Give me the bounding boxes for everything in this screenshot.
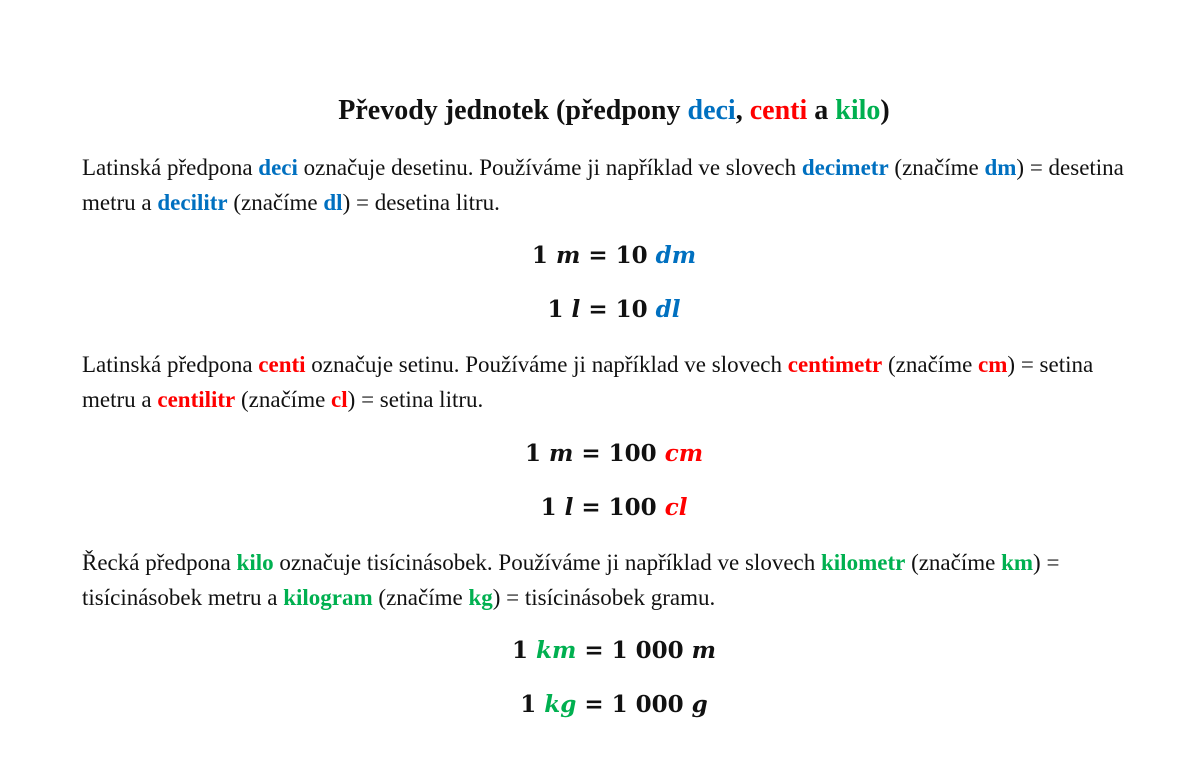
title-centi: centi [749,95,808,126]
eq-rhs-unit: g [691,691,708,718]
text: ) = desetina litru. [342,190,500,215]
keyword-kilometr: kilometr [821,550,906,575]
text: Řecká předpona [82,550,237,575]
title-prefix: Převody jednotek (předpony [338,95,688,126]
eq-sign: = [588,296,608,323]
eq-sign: = [584,637,604,664]
text: (značíme [227,190,324,215]
keyword-dl: dl [323,190,343,215]
eq-rhs-number: 1 000 [611,637,684,664]
keyword-kilo: kilo [236,550,274,575]
paragraph-deci [82,150,1142,220]
equation-l-dl [0,294,1200,326]
eq-sign: = [581,440,601,467]
text: (značíme [905,550,1002,575]
keyword-centimetr: centimetr [787,352,883,377]
keyword-centilitr: centilitr [157,387,236,412]
keyword-deci: deci [258,155,298,180]
text: označuje desetinu. Používáme ji například ve slovech [297,155,802,180]
text: označuje setinu. Používáme ji například ve slovech [305,352,788,377]
keyword-decimetr: decimetr [801,155,889,180]
eq-lhs-unit: l [571,296,581,323]
text: ) = tisícinásobek metru a [82,550,1060,610]
keyword-cm: cm [978,352,1008,377]
eq-rhs-number: 100 [608,440,657,467]
text: (značíme [882,352,979,377]
eq-rhs-number: 100 [608,494,657,521]
eq-lhs-unit: l [564,494,574,521]
eq-lhs-number: 1 [531,242,548,269]
text: (značíme [372,585,469,610]
eq-lhs-unit: km [536,637,577,664]
eq-rhs-unit: cm [664,440,704,467]
text: ) = tisícinásobek gramu. [492,585,716,610]
eq-lhs-number: 1 [520,691,537,718]
keyword-decilitr: decilitr [157,190,228,215]
title-and: a [807,95,836,126]
eq-lhs-number: 1 [524,440,541,467]
keyword-kilogram: kilogram [283,585,373,610]
eq-sign: = [588,242,608,269]
keyword-centi: centi [258,352,306,377]
eq-lhs-number: 1 [540,494,557,521]
text: ) = desetina metru a [82,155,1124,215]
title-comma: , [735,95,750,126]
equation-l-cl [0,492,1200,524]
text: Latinská předpona [82,155,259,180]
text: Latinská předpona [82,352,259,377]
text: ) = setina litru. [347,387,484,412]
title-kilo: kilo [835,95,881,126]
paragraph-kilo [82,545,1142,615]
keyword-cl: cl [331,387,348,412]
text: (značíme [888,155,985,180]
equation-m-cm [0,438,1200,470]
text: označuje tisícinásobek. Používáme ji například ve slovech [273,550,821,575]
paragraph-centi [82,347,1142,417]
eq-rhs-unit: dm [655,242,697,269]
text: (značíme [235,387,332,412]
eq-rhs-number: 1 000 [611,691,684,718]
eq-lhs-number: 1 [547,296,564,323]
eq-sign: = [584,691,604,718]
eq-lhs-unit: m [549,440,574,467]
eq-rhs-unit: dl [655,296,681,323]
keyword-kg: kg [468,585,493,610]
eq-rhs-number: 10 [615,242,648,269]
eq-sign: = [581,494,601,521]
page-title [0,94,1200,128]
title-suffix: ) [880,95,890,126]
eq-lhs-unit: m [555,242,581,269]
eq-rhs-unit: cl [664,494,688,521]
title-deci: deci [687,95,736,126]
eq-lhs-unit: kg [544,691,577,718]
equation-km-m [0,635,1200,667]
eq-rhs-unit: m [691,637,716,664]
equation-m-dm [0,240,1200,272]
keyword-km: km [1001,550,1034,575]
keyword-dm: dm [984,155,1017,180]
text: ) = setina metru a [82,352,1094,412]
eq-lhs-number: 1 [511,637,528,664]
eq-rhs-number: 10 [615,296,648,323]
equation-kg-g [0,689,1200,721]
